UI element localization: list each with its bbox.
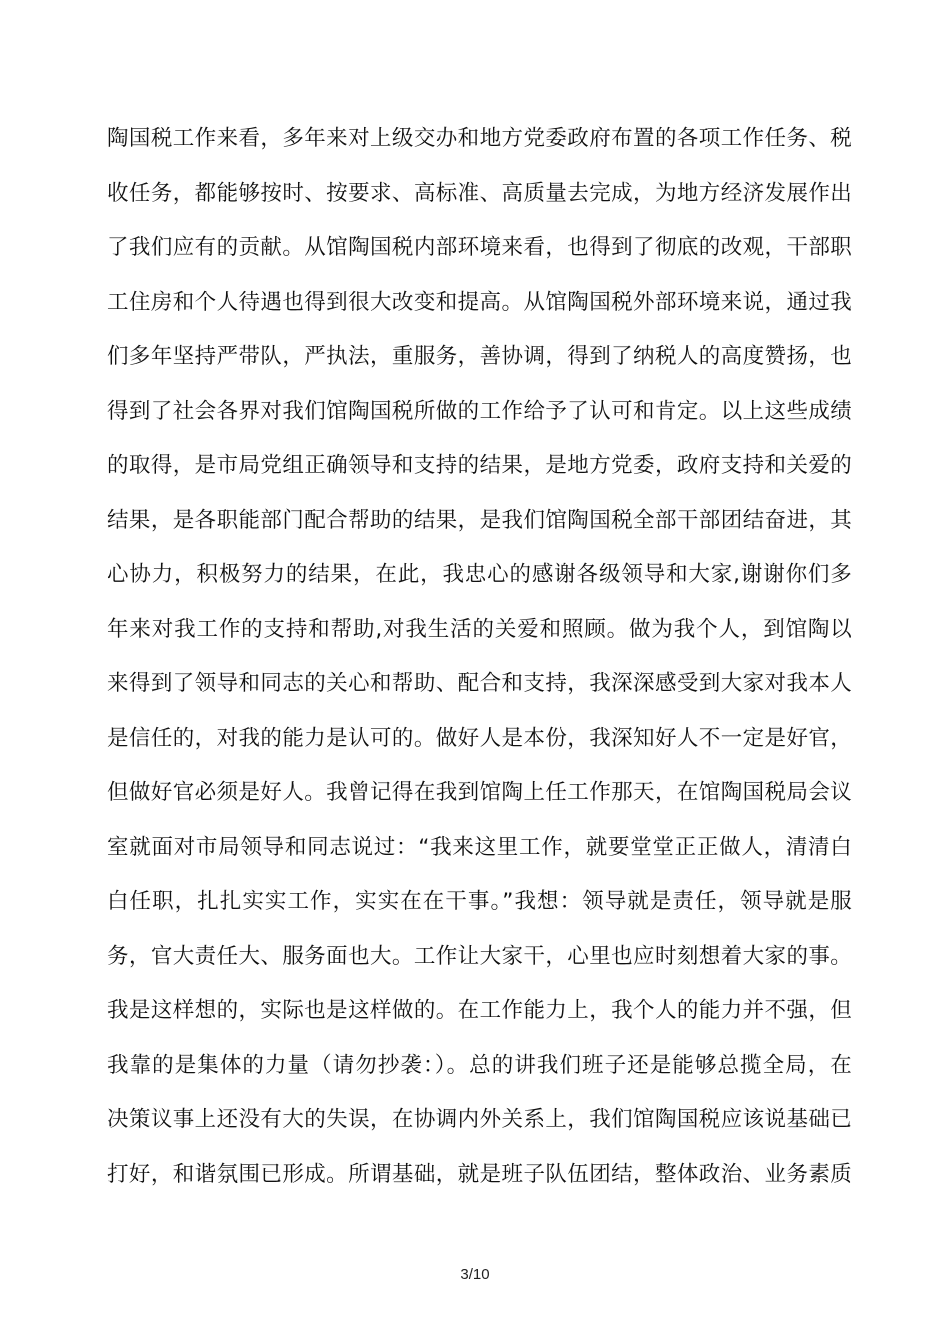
text-line: 工住房和个人待遇也得到很大改变和提高。从馆陶国税外部环境来说，通过我 — [107, 289, 852, 315]
text-line: 收任务，都能够按时、按要求、高标准、高质量去完成，为地方经济发展作出 — [107, 180, 852, 206]
text-line: 我是这样想的，实际也是这样做的。在工作能力上，我个人的能力并不强，但 — [107, 998, 852, 1023]
text-line: 年来对我工作的支持和帮助,对我生活的关爱和照顾。做为我个人，到馆陶以 — [107, 616, 852, 642]
text-line: 务，官大责任大、服务面也大。工作让大家干，心里也应时刻想着大家的事。 — [107, 943, 852, 969]
text-line: 心协力，积极努力的结果，在此，我忠心的感谢各级领导和大家,谢谢你们多 — [107, 562, 852, 587]
body-text — [107, 112, 852, 1202]
text-line: 是信任的，对我的能力是认可的。做好人是本份，我深知好人不一定是好官， — [107, 725, 852, 751]
page-number: 3/10 — [460, 1266, 490, 1283]
text-line: 室就面对市局领导和同志说过：“我来这里工作，就要堂堂正正做人，清清白 — [107, 834, 852, 860]
text-line: 白任职，扎扎实实工作，实实在在干事。”我想：领导就是责任，领导就是服 — [107, 889, 852, 914]
text-line: 打好，和谐氛围已形成。所谓基础，就是班子队伍团结，整体政治、业务素质 — [107, 1161, 852, 1187]
text-line: 但做好官必须是好人。我曾记得在我到馆陶上任工作那天，在馆陶国税局会议 — [107, 780, 852, 805]
text-line: 来得到了领导和同志的关心和帮助、配合和支持，我深深感受到大家对我本人 — [107, 671, 852, 696]
text-line: 我靠的是集体的力量（请勿抄袭：）。总的讲我们班子还是能够总揽全局，在 — [107, 1052, 852, 1078]
text-line: 得到了社会各界对我们馆陶国税所做的工作给予了认可和肯定。以上这些成绩 — [107, 398, 852, 424]
text-line: 决策议事上还没有大的失误，在协调内外关系上，我们馆陶国税应该说基础已 — [107, 1107, 852, 1132]
text-line: 陶国税工作来看，多年来对上级交办和地方党委政府布置的各项工作任务、税 — [107, 126, 852, 151]
text-line: 的取得，是市局党组正确领导和支持的结果，是地方党委，政府支持和关爱的 — [107, 453, 852, 478]
text-line: 们多年坚持严带队，严执法，重服务，善协调，得到了纳税人的高度赞扬，也 — [107, 344, 852, 369]
text-line: 了我们应有的贡献。从馆陶国税内部环境来看，也得到了彻底的改观，干部职 — [107, 235, 852, 260]
text-line: 结果，是各职能部门配合帮助的结果，是我们馆陶国税全部干部团结奋进，其 — [107, 507, 852, 533]
